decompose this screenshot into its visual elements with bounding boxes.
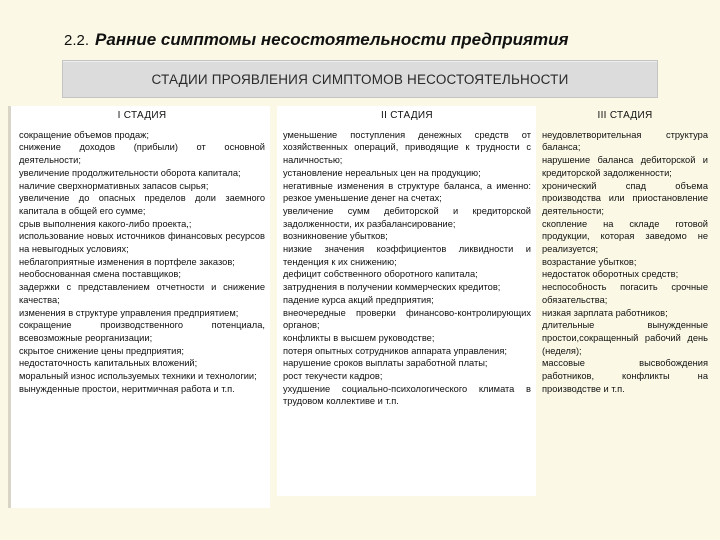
slide-title-row <box>64 30 569 50</box>
symptom-item: увеличение до опасных пределов доли заемного капитала в общей его сумме; <box>19 193 265 216</box>
symptom-item: увеличение продолжительности оборота капитала; <box>19 167 241 178</box>
symptom-item: дефицит собственного оборотного капитала; <box>283 269 478 280</box>
stage-1-heading: I СТАДИЯ <box>117 110 167 121</box>
symptom-item: потеря опытных сотрудников аппарата управления; <box>283 345 507 356</box>
symptom-item: падение курса акций предприятия; <box>283 294 434 305</box>
symptom-item: внеочередные проверки финансово-контролирующих органов; <box>283 307 531 331</box>
symptom-item: нарушение сроков выплаты заработной платы; <box>283 358 488 369</box>
symptom-item: снижение доходов (прибыли) от основной деятельности; <box>19 142 265 166</box>
symptom-item: вынужденные простои, неритмичная работа и т.п. <box>19 383 235 394</box>
symptom-item: рост текучести кадров; <box>283 371 383 382</box>
stage-2-heading: II СТАДИЯ <box>381 110 433 121</box>
stage-3-column <box>540 106 710 451</box>
symptom-item: изменения в структуре управления предприятием; <box>19 307 239 318</box>
page-title: Ранние симптомы несостоятельности предприятия <box>95 30 569 49</box>
symptom-item: сокращение производственного потенциала, всевозможные реорганизации; <box>19 320 265 343</box>
symptom-item: длительные вынужденные простои,сокращенный рабочий день (неделя); <box>542 320 708 356</box>
stage-3-symptom-list <box>542 129 708 396</box>
symptom-item: неспособность погасить срочные обязательства; <box>542 282 708 305</box>
symptom-item: неблагоприятные изменения в портфеле заказов; <box>19 256 235 267</box>
symptom-item: массовые высвобождения работников, конфликты на производстве и т.п. <box>542 358 708 394</box>
symptom-item: сокращение объемов продаж; <box>19 129 149 140</box>
symptom-item: задержки с представлением отчетности и снижение качества; <box>19 282 265 305</box>
symptom-item: хронический спад объема производства или приостановление деятельности; <box>542 180 708 216</box>
stage-1-symptom-list <box>19 129 265 396</box>
stage-3-heading: III СТАДИЯ <box>597 110 653 121</box>
stages-banner: СТАДИИ ПРОЯВЛЕНИЯ СИМПТОМОВ НЕСОСТОЯТЕЛЬНОСТИ <box>62 60 658 98</box>
symptom-item: недостаток оборотных средств; <box>542 269 679 280</box>
symptom-item: установление нереальных цен на продукцию; <box>283 167 481 178</box>
symptom-item: возрастание убытков; <box>542 256 637 267</box>
symptom-item: неудовлетворительная структура баланса; <box>542 129 708 153</box>
symptom-item: негативные изменения в структуре баланса, а именно: резкое уменьшение денег на счетах; <box>283 180 531 204</box>
section-number: 2.2. <box>64 32 90 49</box>
symptom-item: скопление на складе готовой продукции, которая заведомо не реализуется; <box>542 218 708 255</box>
symptom-item: низкая зарплата работников; <box>542 307 668 318</box>
symptom-item: недостаточность капитальных вложений; <box>19 358 198 369</box>
symptom-item: наличие сверхнормативных запасов сырья; <box>19 180 209 191</box>
symptom-item: необоснованная смена поставщиков; <box>19 269 181 280</box>
symptom-item: нарушение баланса дебиторской и кредиторской задолженности; <box>542 155 708 178</box>
stage-2-symptom-list <box>283 129 531 408</box>
stage-2-column <box>277 106 536 496</box>
symptom-item: затруднения в получении коммерческих кредитов; <box>283 282 501 293</box>
symptom-item: ухудшение социально-психологического климата в трудовом коллективе и т.п. <box>283 383 531 407</box>
symptom-item: увеличение сумм дебиторской и кредиторской задолженности, их разбалансирование; <box>283 205 531 229</box>
symptom-item: моральный износ используемых техники и технологии; <box>19 371 257 382</box>
stage-1-column <box>8 106 270 508</box>
symptom-item: использование новых источников финансовых ресурсов на невыгодных условиях; <box>19 231 265 255</box>
symptom-item: низкие значения коэффициентов ликвидности и тенденция к их снижению; <box>283 244 531 267</box>
symptom-item: возникновение убытков; <box>283 231 388 242</box>
symptom-item: конфликты в высшем руководстве; <box>283 332 435 343</box>
symptom-item: уменьшение поступления денежных средств от хозяйственных операций, приводящие к трудности с наличностью; <box>283 129 531 166</box>
symptom-item: срыв выполнения какого-либо проекта,; <box>19 218 192 229</box>
symptom-item: скрытое снижение цены предприятия; <box>19 345 184 356</box>
